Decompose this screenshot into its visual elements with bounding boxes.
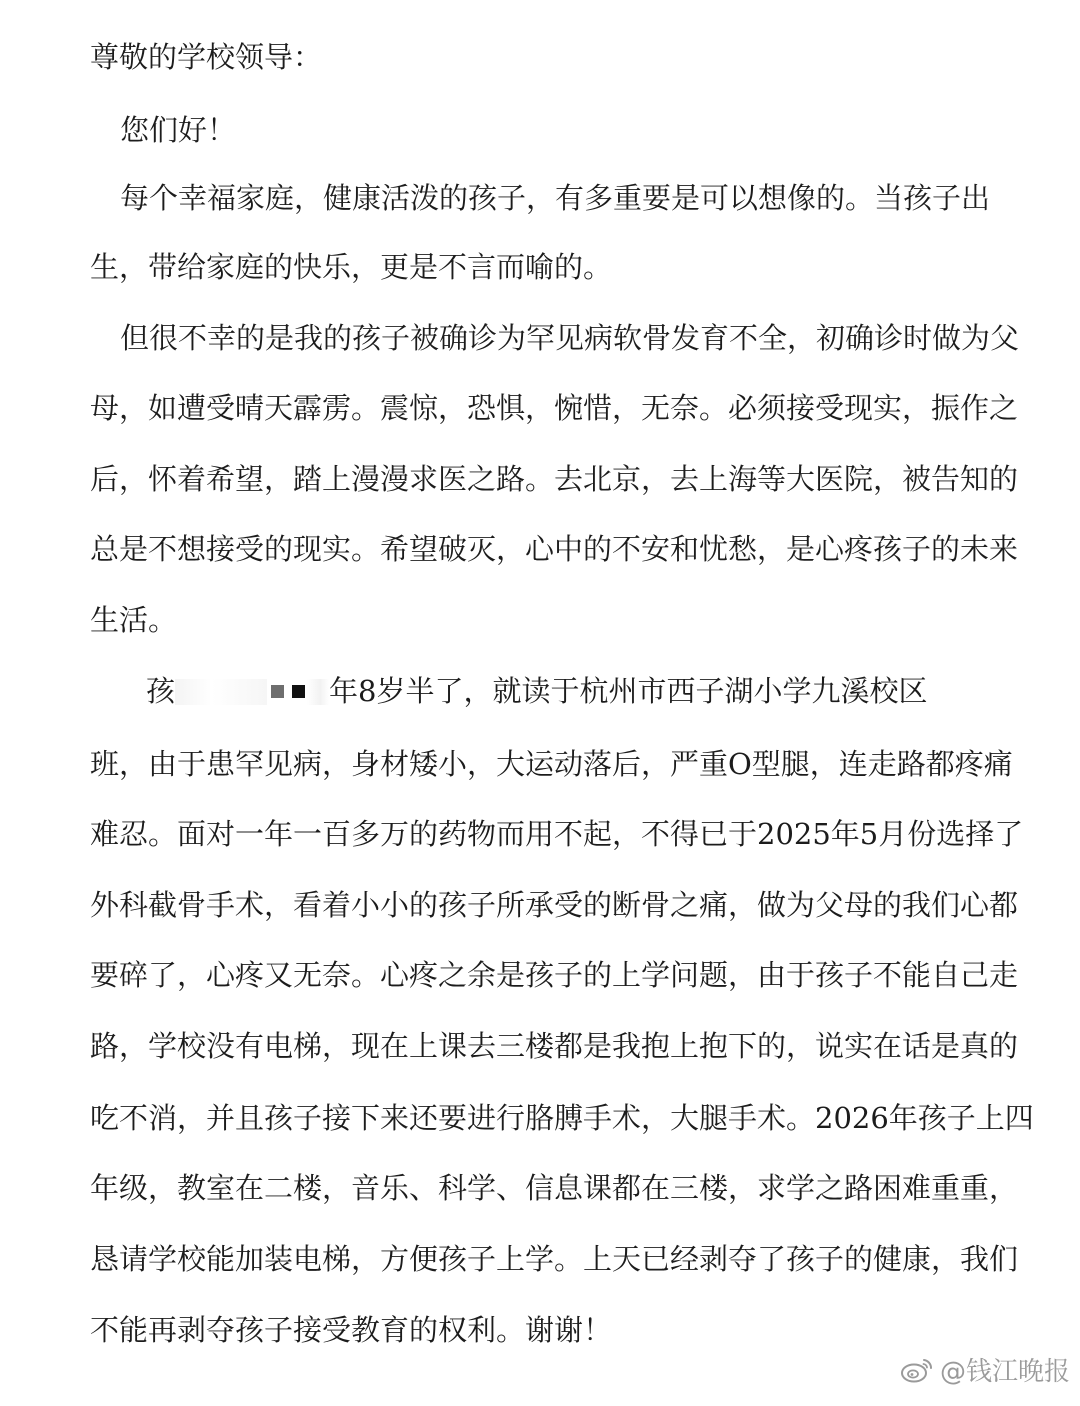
redacted-line-end: 年8岁半了，就读于杭州市西子湖小学九溪校区	[329, 674, 928, 708]
paragraph-3-line-10: 不能再剥夺孩子接受教育的权利。谢谢！	[90, 1313, 613, 1347]
paragraph-2-line-3: 后，怀着希望，踏上漫漫求医之路。去北京，去上海等大医院，被告知的	[90, 462, 1019, 496]
salutation: 尊敬的学校领导：	[90, 40, 323, 74]
weibo-icon	[900, 1356, 934, 1384]
redacted-line	[146, 674, 928, 708]
paragraph-3-line-5: 要碎了，心疼又无奈。心疼之余是孩子的上学问题，由于孩子不能自己走	[90, 958, 1019, 992]
paragraph-2-line-5: 生活。	[90, 603, 178, 637]
paragraph-3-line-6: 路，学校没有电梯，现在上课去三楼都是我抱上抱下的，说实在话是真的	[90, 1029, 1019, 1063]
watermark-text: @钱江晚报	[939, 1357, 1070, 1387]
redaction-mark-gray	[271, 685, 284, 698]
paragraph-3-line-3: 难忍。面对一年一百多万的药物而用不起，不得已于2025年5月份选择了	[90, 817, 1024, 851]
paragraph-1-line-1: 每个幸福家庭，健康活泼的孩子，有多重要是可以想像的。当孩子出	[120, 181, 991, 215]
redaction-mark-dark	[292, 685, 305, 698]
paragraph-2-line-2: 母，如遭受晴天霹雳。震惊，恐惧，惋惜，无奈。必须接受现实，振作之	[90, 391, 1019, 425]
greeting: 您们好！	[120, 113, 237, 147]
paragraph-3-line-4: 外科截骨手术，看着小小的孩子所承受的断骨之痛，做为父母的我们心都	[90, 888, 1019, 922]
redaction-blur-end	[307, 679, 329, 705]
paragraph-2-line-4: 总是不想接受的现实。希望破灭，心中的不安和忧愁，是心疼孩子的未来	[90, 532, 1019, 566]
redaction-blur	[175, 679, 267, 705]
paragraph-3-line-7: 吃不消，并且孩子接下来还要进行胳膊手术，大腿手术。2026年孩子上四	[90, 1101, 1034, 1135]
paragraph-3-line-8: 年级，教室在二楼，音乐、科学、信息课都在三楼，求学之路困难重重，	[90, 1171, 1019, 1205]
paragraph-3-line-2: 班，由于患罕见病，身材矮小，大运动落后，严重O型腿，连走路都疼痛	[90, 747, 1013, 781]
paragraph-2-line-1: 但很不幸的是我的孩子被确诊为罕见病软骨发育不全，初确诊时做为父	[120, 321, 1020, 355]
redacted-line-start: 孩	[146, 674, 176, 708]
paragraph-1-line-2: 生，带给家庭的快乐，更是不言而喻的。	[90, 250, 613, 284]
source-watermark	[900, 1351, 1070, 1388]
paragraph-3-line-9: 恳请学校能加装电梯，方便孩子上学。上天已经剥夺了孩子的健康，我们	[90, 1242, 1019, 1276]
